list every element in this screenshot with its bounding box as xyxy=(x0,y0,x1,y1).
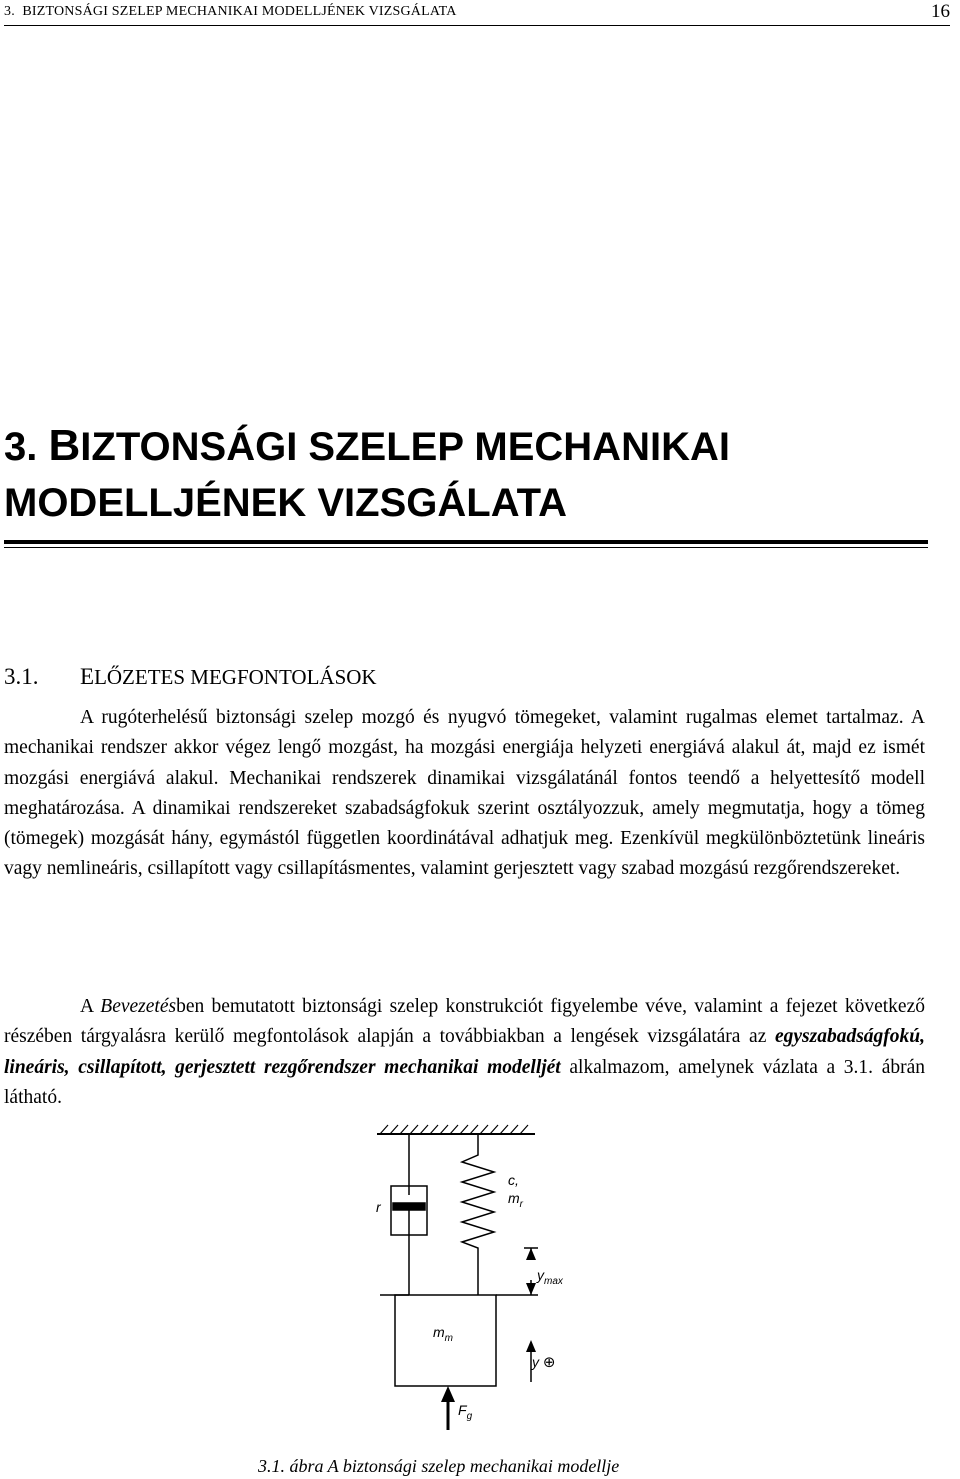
section-title-cap: E xyxy=(80,664,95,689)
chapter-title-line2: MODELLJÉNEK VIZSGÁLATA xyxy=(4,481,567,525)
label-spring-mass: $m_r$ xyxy=(508,1190,524,1210)
paragraph-1: A rugóterhelésű biztonsági szelep mozgó és nyugvó tömegeket, valamint rugalmas elemet tartalmaz. A mechanikai rendszer akkor végez lengő mozgást, ha mozgási energiája helyzeti energiává alakul át, majd ez ismét mozgási energiává alakul. Mechanikai rendszerek dinamikai vizsgálatánál fontos teendő a helyettesítő modell meghatározása. A dinamikai rendszereket szabadságfokuk szerint osztályozzuk, amely megmutatja, hogy a tömeg (tömegek) mozgását hány, egymástól független koordinátával adhatjuk meg. Ezenkívül megkülönböztetünk lineáris vagy nemlineáris, csillapított vagy csillapításmentes, valamint gerjesztett vagy szabad mozgású rezgőrendszereket. xyxy=(4,707,925,880)
paragraph-2: A Bevezetésben bemutatott biztonsági szelep konstrukciót figyelembe véve, valamint a fejezet következő részében tárgyalásra kerülő megfontolások alapján a továbbiakban a lengések vizsgálatára az egyszabadságfokú, lineáris, csillapított, gerjesztett rezgőrendszer mechanikai modelljét alkalmazom, amelynek vázlata a 3.1. ábrán látható. xyxy=(4,996,925,1108)
mechanical-model-figure xyxy=(360,1120,600,1440)
ground-hatching xyxy=(380,1125,528,1134)
label-ymax: $y_{max}$ xyxy=(537,1267,563,1287)
bevezetes-italic: Bevezetés xyxy=(100,996,177,1017)
label-force: $F_g$ xyxy=(458,1402,473,1422)
label-moving-mass: $m_m$ xyxy=(433,1324,454,1344)
running-header-title: 3. BIZTONSÁGI SZELEP MECHANIKAI MODELLJÉNEK VIZSGÁLATA xyxy=(4,4,457,19)
header-rule xyxy=(4,25,950,26)
model-emphasis: egyszabadságfokú, lineáris, csillapított, gerjesztett rezgőrendszer mechanikai modelljét xyxy=(4,1026,925,1078)
label-y: y ⊕ xyxy=(532,1354,556,1371)
figure-caption: 3.1. ábra A biztonsági szelep mechanikai modellje xyxy=(258,1456,620,1476)
chapter-title-line1: IZTONSÁGI SZELEP MECHANIKAI xyxy=(80,425,730,469)
chapter-rule-thin xyxy=(4,547,928,548)
section-heading xyxy=(4,663,377,691)
spring xyxy=(462,1134,494,1295)
section-number: 3.1. xyxy=(4,664,39,689)
running-header xyxy=(4,2,950,24)
label-stiffness: c, xyxy=(508,1172,519,1188)
label-damping: r xyxy=(376,1199,381,1215)
mechanical-model-diagram xyxy=(360,1120,600,1440)
damper xyxy=(391,1134,427,1295)
section-title: LŐZETES MEGFONTOLÁSOK xyxy=(94,665,377,689)
chapter-rule-thick xyxy=(4,540,928,544)
chapter-number: 3. xyxy=(4,425,38,469)
chapter-title-cap: B xyxy=(48,421,81,470)
chapter-title xyxy=(4,418,934,531)
page-number: 16 xyxy=(931,1,950,22)
